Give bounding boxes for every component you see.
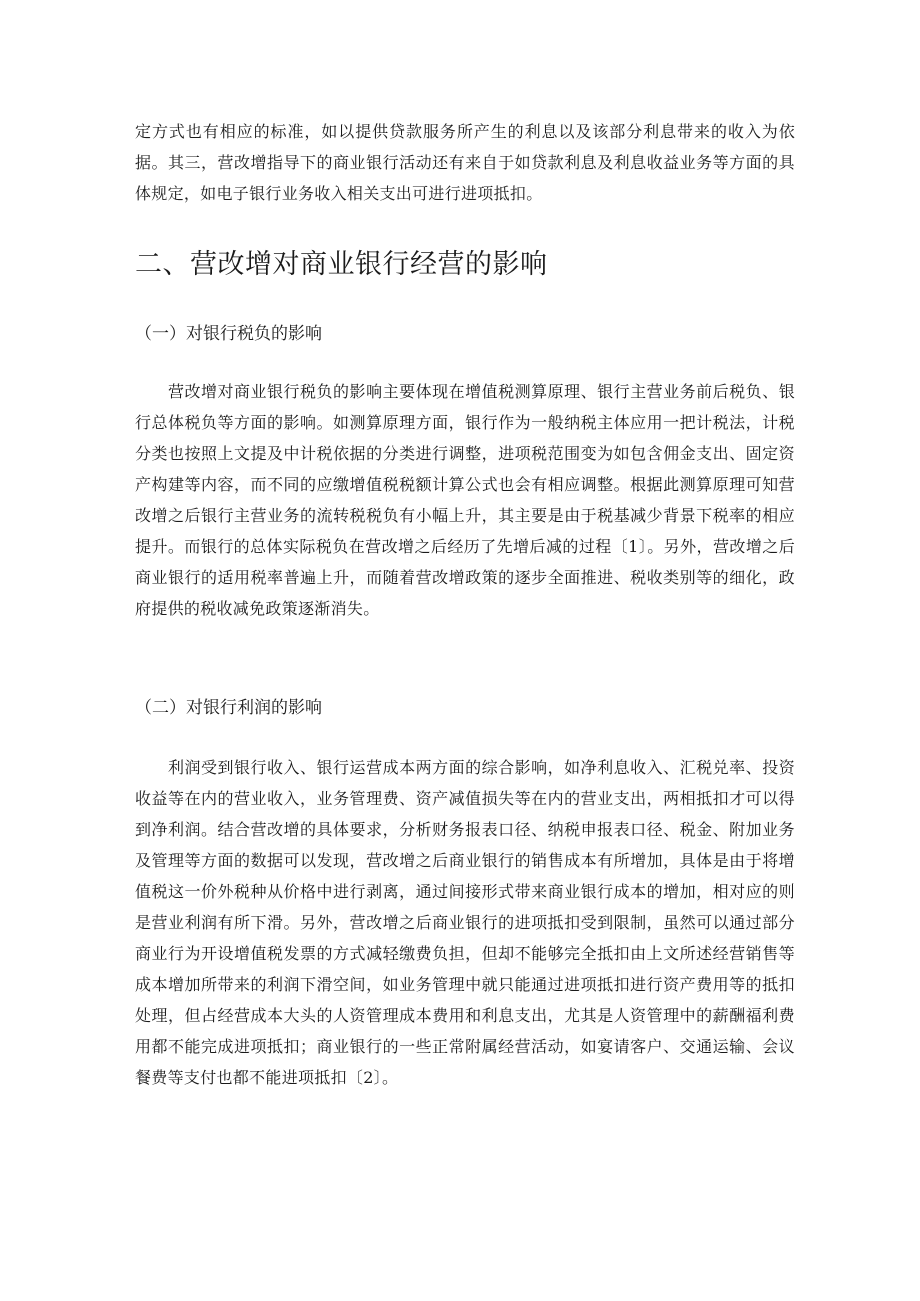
tax-burden-paragraph: 营改增对商业银行税负的影响主要体现在增值税测算原理、银行主营业务前后税负、银行总体税负等方面的影响。如测算原理方面，银行作为一般纳税主体应用一把计税法，计税分类也按照上文提及中计税依据的分类进行调整，进项税范围变为如包含佣金支出、固定资产构建等内容，而不同的应缴增值税税额计算公式也会有相应调整。根据此测算原理可知营改增之后银行主营业务的流转税税负有小幅上升，其主要是由于税基减少背景下税率的相应提升。而银行的总体实际税负在营改增之后经历了先增后减的过程〔1〕。另外，营改增之后商业银行的适用税率普遍上升，而随着营改增政策的逐步全面推进、税收类别等的细化，政府提供的税收减免政策逐渐消失。: [135, 382, 795, 618]
subsection-heading-tax-burden: （一）对银行税负的影响: [135, 324, 322, 344]
subsection-heading-profit: （二）对银行利润的影响: [135, 698, 322, 718]
profit-paragraph: 利润受到银行收入、银行运营成本两方面的综合影响，如净利息收入、汇税兑率、投资收益等在内的营业收入，业务管理费、资产减值损失等在内的营业支出，两相抵扣才可以得到净利润。结合营改增的具体要求，分析财务报表口径、纳税申报表口径、税金、附加业务及管理等方面的数据可以发现，营改增之后商业银行的销售成本有所增加，具体是由于将增值税这一价外税种从价格中进行剥离，通过间接形式带来商业银行成本的增加，相对应的则是营业利润有所下滑。另外，营改增之后商业银行的进项抵扣受到限制，虽然可以通过部分商业行为开设增值税发票的方式减轻缴费负担，但却不能够完全抵扣由上文所述经营销售等成本增加所带来的利润下滑空间，如业务管理中就只能通过进项抵扣进行资产费用等的抵扣处理，但占经营成本大头的人资管理成本费用和利息支出，尤其是人资管理中的薪酬福利费用都不能完成进项抵扣；商业银行的一些正常附属经营活动，如宴请客户、交通运输、会议餐费等支付也都不能进项抵扣〔2〕。: [135, 758, 795, 1087]
intro-paragraph: 定方式也有相应的标准，如以提供贷款服务所产生的利息以及该部分利息带来的收入为依据。其三，营改增指导下的商业银行活动还有来自于如贷款利息及利息收益业务等方面的具体规定，如电子银行业务收入相关支出可进行进项抵扣。: [135, 122, 795, 203]
section-heading: 二、营改增对商业银行经营的影响: [135, 249, 548, 280]
